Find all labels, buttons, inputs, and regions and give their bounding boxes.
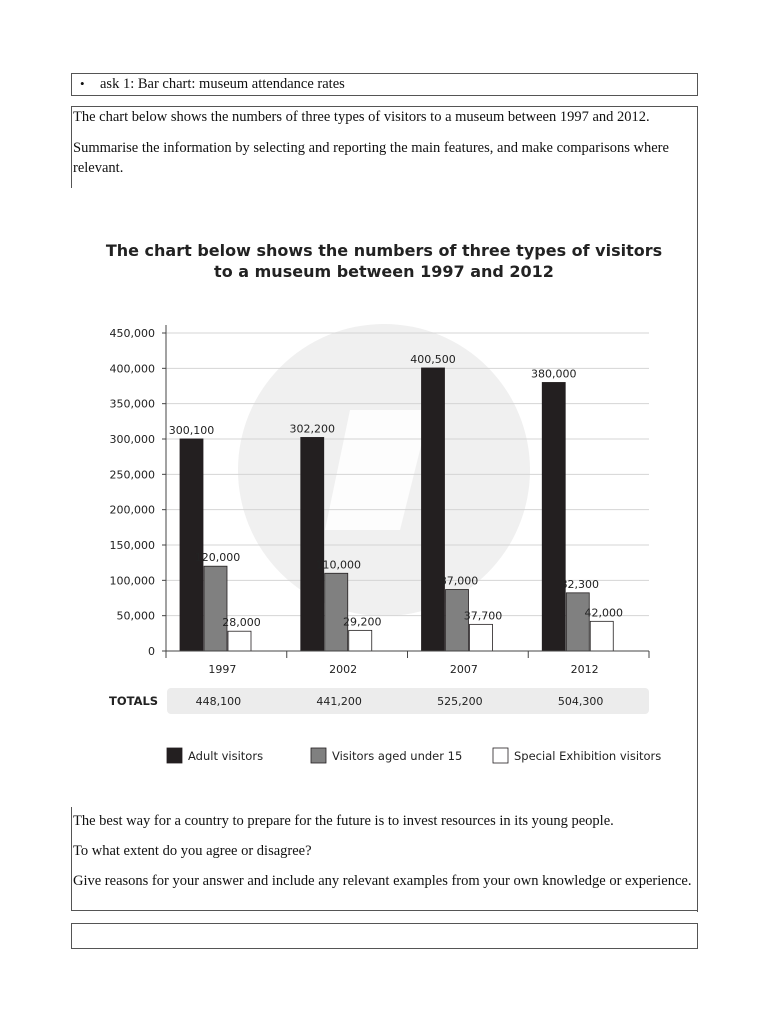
bar	[590, 621, 613, 651]
bar	[325, 573, 348, 651]
essay-instruction: Give reasons for your answer and include any relevant examples from your own knowledge or experience.	[73, 873, 692, 889]
answer-box[interactable]	[71, 923, 698, 949]
bar	[542, 382, 565, 651]
data-label: 400,500	[410, 352, 456, 366]
bar	[204, 566, 227, 651]
x-tick-label: 2007	[449, 663, 478, 676]
data-label: 82,300	[560, 577, 599, 591]
totals-row	[109, 688, 649, 714]
prompt-border-left-bottom	[71, 807, 72, 911]
y-tick-label: 250,000	[109, 468, 155, 482]
prompt-instruction: Summarise the information by selecting and reporting the main features, and make comparisons where relevant.	[73, 140, 669, 176]
chart-title-line-2: to a museum between 1997 and 2012	[214, 262, 554, 281]
y-tick-label: 0	[148, 645, 155, 658]
chart-title-line-1: The chart below shows the numbers of three types of visitors	[105, 241, 663, 260]
bullet-marker: •	[80, 76, 85, 91]
task-heading-text: ask 1: Bar chart: museum attendance rates	[100, 76, 345, 92]
data-label: 380,000	[531, 367, 577, 381]
y-tick-label: 100,000	[109, 574, 155, 588]
bar	[422, 368, 445, 651]
prompt-border-bottom	[71, 910, 698, 911]
x-tick-label: 2002	[329, 663, 358, 676]
prompt-border-left-top	[71, 106, 72, 188]
legend-swatch	[311, 748, 326, 763]
y-tick-label: 350,000	[109, 397, 155, 411]
legend-swatch	[493, 748, 508, 763]
data-label: 302,200	[289, 422, 335, 436]
total-value: 525,200	[437, 695, 483, 708]
y-axis-ticks	[110, 327, 167, 658]
legend-label: Special Exhibition visitors	[514, 749, 662, 763]
data-label: 87,000	[439, 574, 479, 588]
bar	[301, 437, 324, 651]
bar	[470, 624, 493, 651]
data-label: 300,100	[168, 423, 215, 437]
y-tick-label: 450,000	[109, 327, 155, 340]
watermark-logo	[238, 324, 530, 616]
total-value: 441,200	[316, 695, 362, 708]
bar	[349, 630, 372, 651]
data-label: 28,000	[222, 616, 261, 630]
totals-label: TOTALS	[109, 694, 159, 708]
essay-statement: The best way for a country to prepare for the future is to invest resources in its young people.	[73, 813, 614, 829]
data-label: 110,000	[315, 558, 361, 572]
y-tick-label: 150,000	[109, 539, 155, 552]
bar	[228, 631, 251, 651]
data-label: 120,000	[194, 551, 241, 565]
legend-label: Adult visitors	[188, 749, 264, 763]
bar	[566, 593, 589, 651]
data-label: 37,700	[463, 609, 503, 623]
total-value: 504,300	[557, 695, 604, 708]
x-tick-label: 1997	[208, 663, 237, 676]
bar-chart	[100, 230, 680, 775]
essay-question: To what extent do you agree or disagree?	[73, 843, 312, 859]
task-heading-box	[71, 73, 698, 96]
y-tick-label: 300,000	[109, 433, 155, 446]
task-heading	[80, 76, 345, 93]
y-tick-label: 400,000	[109, 362, 155, 376]
bar	[180, 439, 203, 651]
x-axis-ticks	[166, 651, 649, 676]
y-tick-label: 50,000	[116, 609, 155, 623]
x-tick-label: 2012	[570, 663, 599, 676]
y-tick-label: 200,000	[109, 503, 155, 517]
legend	[167, 748, 661, 763]
prompt-intro: The chart below shows the numbers of three types of visitors to a museum between 1997 and 2012.	[73, 109, 650, 125]
legend-swatch	[167, 748, 182, 763]
legend-label: Visitors aged under 15	[332, 749, 463, 763]
total-value: 448,100	[195, 695, 242, 708]
data-label: 42,000	[584, 606, 623, 620]
data-label: 29,200	[343, 615, 382, 629]
